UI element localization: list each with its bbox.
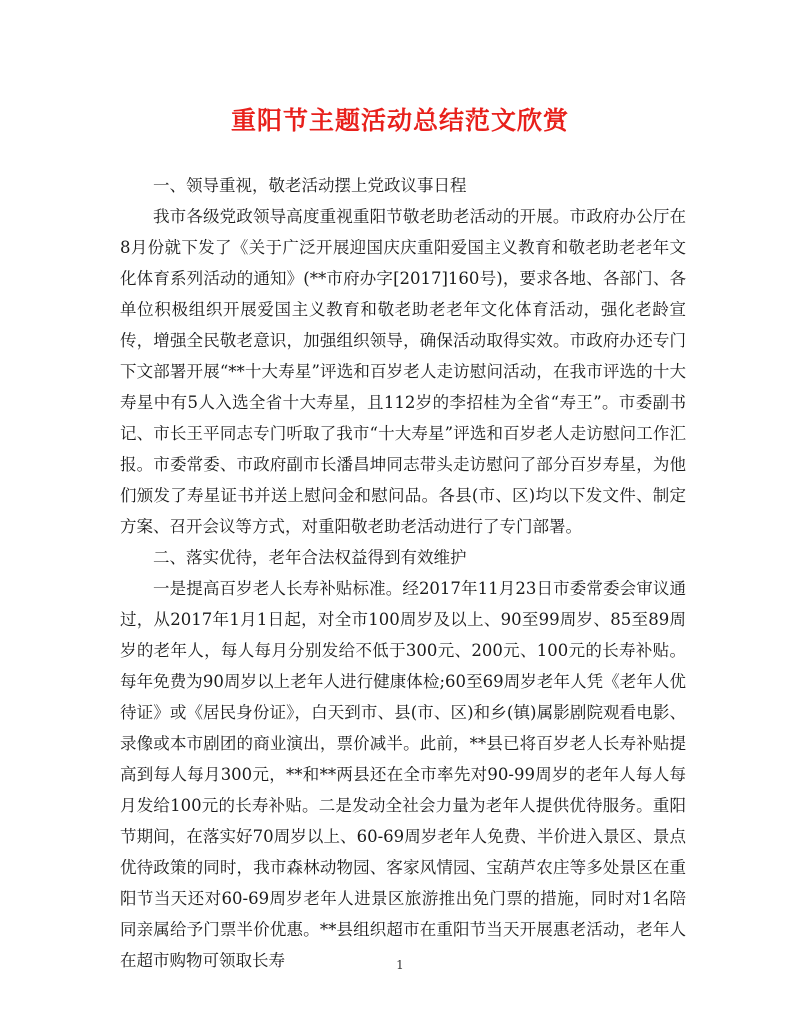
section-heading-1: 一、领导重视，敬老活动摆上党政议事日程 bbox=[153, 176, 467, 195]
body-paragraph-1: 我市各级党政领导高度重视重阳节敬老助老活动的开展。市政府办公厅在8月份就下发了《关于广泛开展迎国庆庆重阳爱国主义教育和敬老助老老年文化体育系列活动的通知》(**市府办字[2017]160号)，要求各地、各部门、各单位积极组织开展爱国主义教育和敬老助老老年文化体育活动，强化老龄宣传，增强全民敬老意识，加强组织领导，确保活动取得实效。市政府办还专门下文部署开展“**十大寿星”评选和百岁老人走访慰问活动，在我市评选的十大寿星中有5人入选全省十大寿星，且112岁的李招桂为全省“寿王”。市委副书记、市长王平同志专门听取了我市“十大寿星”评选和百岁老人走访慰问工作汇报。市委常委、市政府副市长潘昌坤同志带头走访慰问了部分百岁寿星，为他们颁发了寿星证书并送上慰问金和慰问品。各县(市、区)均以下发文件、制定方案、召开会议等方式，对重阳敬老助老活动进行了专门部署。 bbox=[120, 207, 686, 536]
document-body bbox=[120, 170, 686, 976]
section-heading-2: 二、落实优待，老年合法权益得到有效维护 bbox=[153, 548, 467, 567]
body-paragraph-2: 一是提高百岁老人长寿补贴标准。经2017年11月23日市委常委会审议通过，从2017年1月1日起，对全市100周岁及以上、90至99周岁、85至89周岁的老年人，每人每月分别发给不低于300元、200元、100元的长寿补贴。每年免费为90周岁以上老年人进行健康体检;60至69周岁老年人凭《老年人优待证》或《居民身份证》，白天到市、县(市、区)和乡(镇)属影剧院观看电影、录像或本市剧团的商业演出，票价减半。此前，**县已将百岁老人长寿补贴提高到每人每月300元，**和**两县还在全市率先对90-99周岁的老年人每人每月发给100元的长寿补贴。二是发动全社会力量为老年人提供优待服务。重阳节期间，在落实好70周岁以上、60-69周岁老年人免费、半价进入景区、景点优待政策的同时，我市森林动物园、客家风情园、宝葫芦农庄等多处景区在重阳节当天还对60-69周岁老年人进景区旅游推出免门票的措施，同时对1名陪同亲属给予门票半价优惠。**县组织超市在重阳节当天开展惠老活动，老年人在超市购物可领取长寿 bbox=[120, 579, 686, 970]
document-title: 重阳节主题活动总结范文欣赏 bbox=[230, 106, 569, 135]
page-number: 1 bbox=[396, 958, 404, 972]
